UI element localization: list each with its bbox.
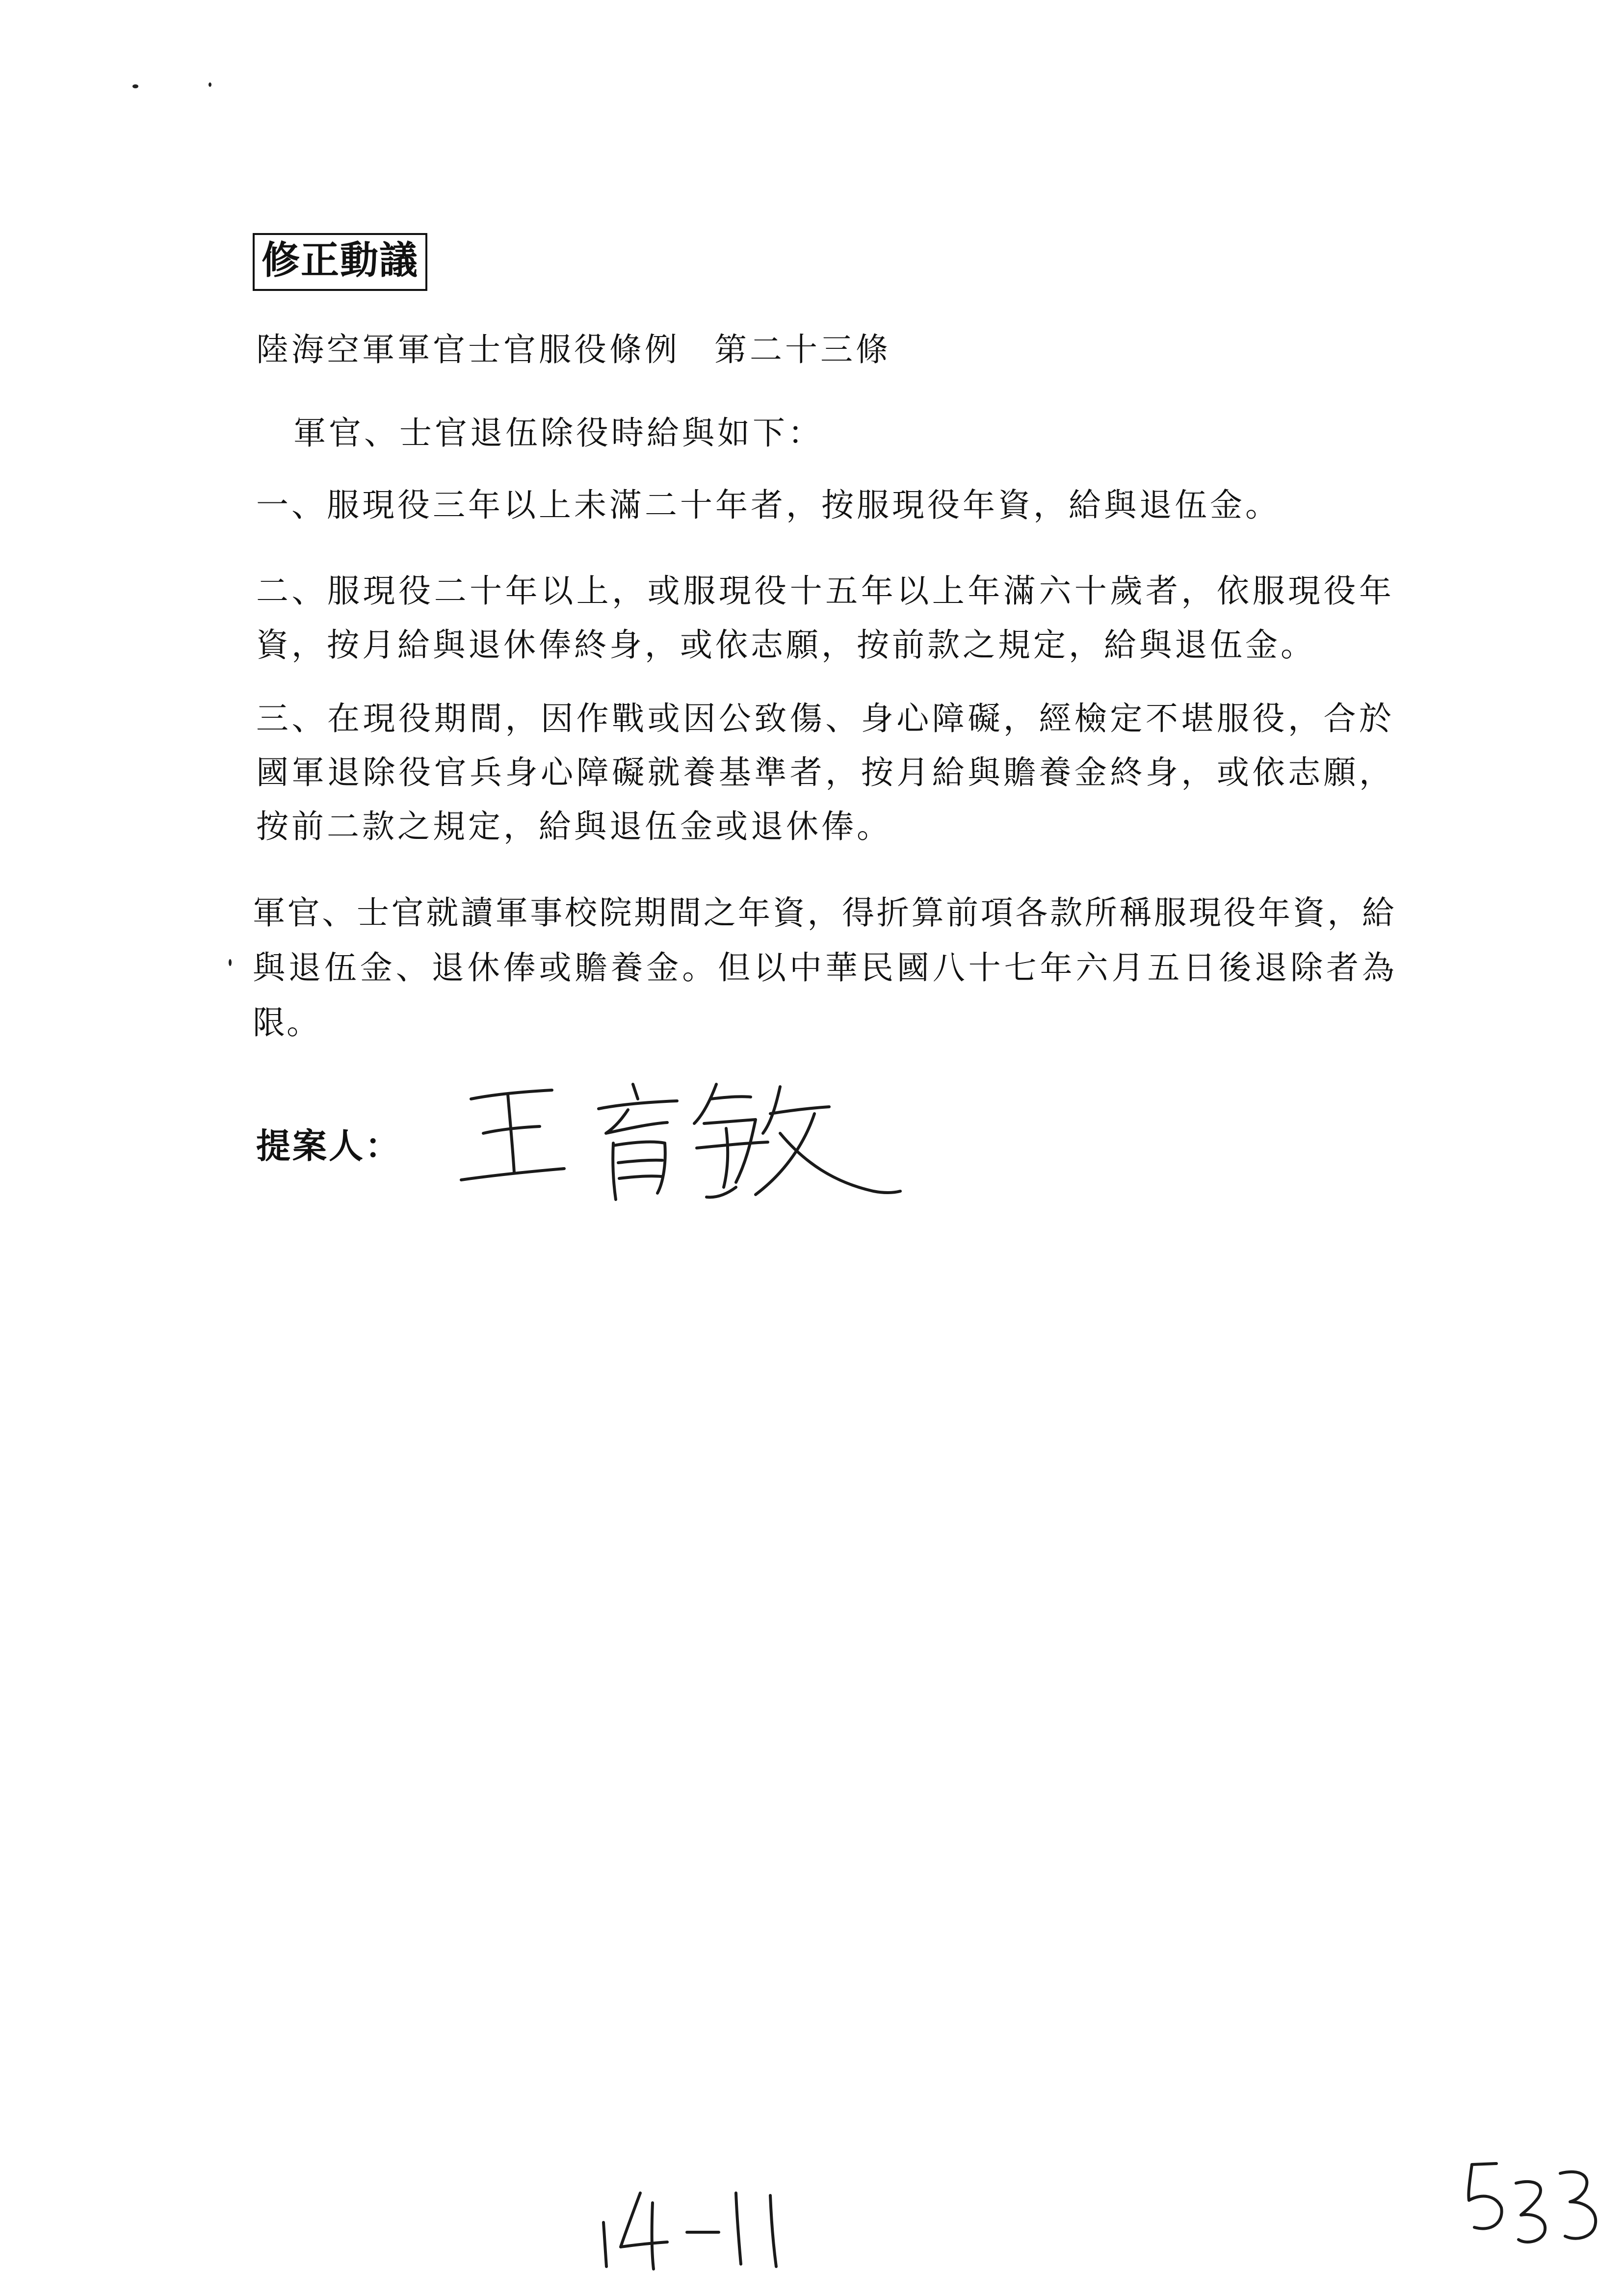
item-1: 一、服現役三年以上未滿二十年者，按服現役年資，給與退伍金。 [256,486,1281,524]
item-3: 三、在現役期間，因作戰或因公致傷、身心障礙，經檢定不堪服役，合於國軍退除役官兵身心障礙就養基準者，按月給與贍養金終身，或依志願，按前二款之規定，給與退伍金或退休俸。 [256,700,1394,845]
motion-title: 修正動議 [253,233,427,291]
scan-speck [209,82,211,87]
item-2: 二、服現役二十年以上，或服現役十五年以上年滿六十歲者，依服現役年資，按月給與退休俸終身，或依志願，按前款之規定，給與退伍金。 [256,572,1394,664]
corner-page-number [1462,2154,1609,2252]
law-heading [256,331,891,368]
page-mark [594,2183,800,2271]
scan-speck [229,959,232,966]
paragraph-2: 軍官、士官就讀軍事校院期間之年資，得折算前項各款所稱服現役年資，給與退伍金、退休俸或贍養金。但以中華民國八十七年六月五日後退除者為限。 [253,894,1396,1042]
proposer-label: 提案人： [256,1126,401,1166]
article-number: 第二十三條 [714,331,891,368]
proposer-signature [442,1065,908,1212]
intro-text: 軍官、士官退伍除役時給與如下： [293,414,823,452]
law-name: 陸海空軍軍官士官服役條例 [256,331,680,368]
scan-speck [132,84,138,88]
